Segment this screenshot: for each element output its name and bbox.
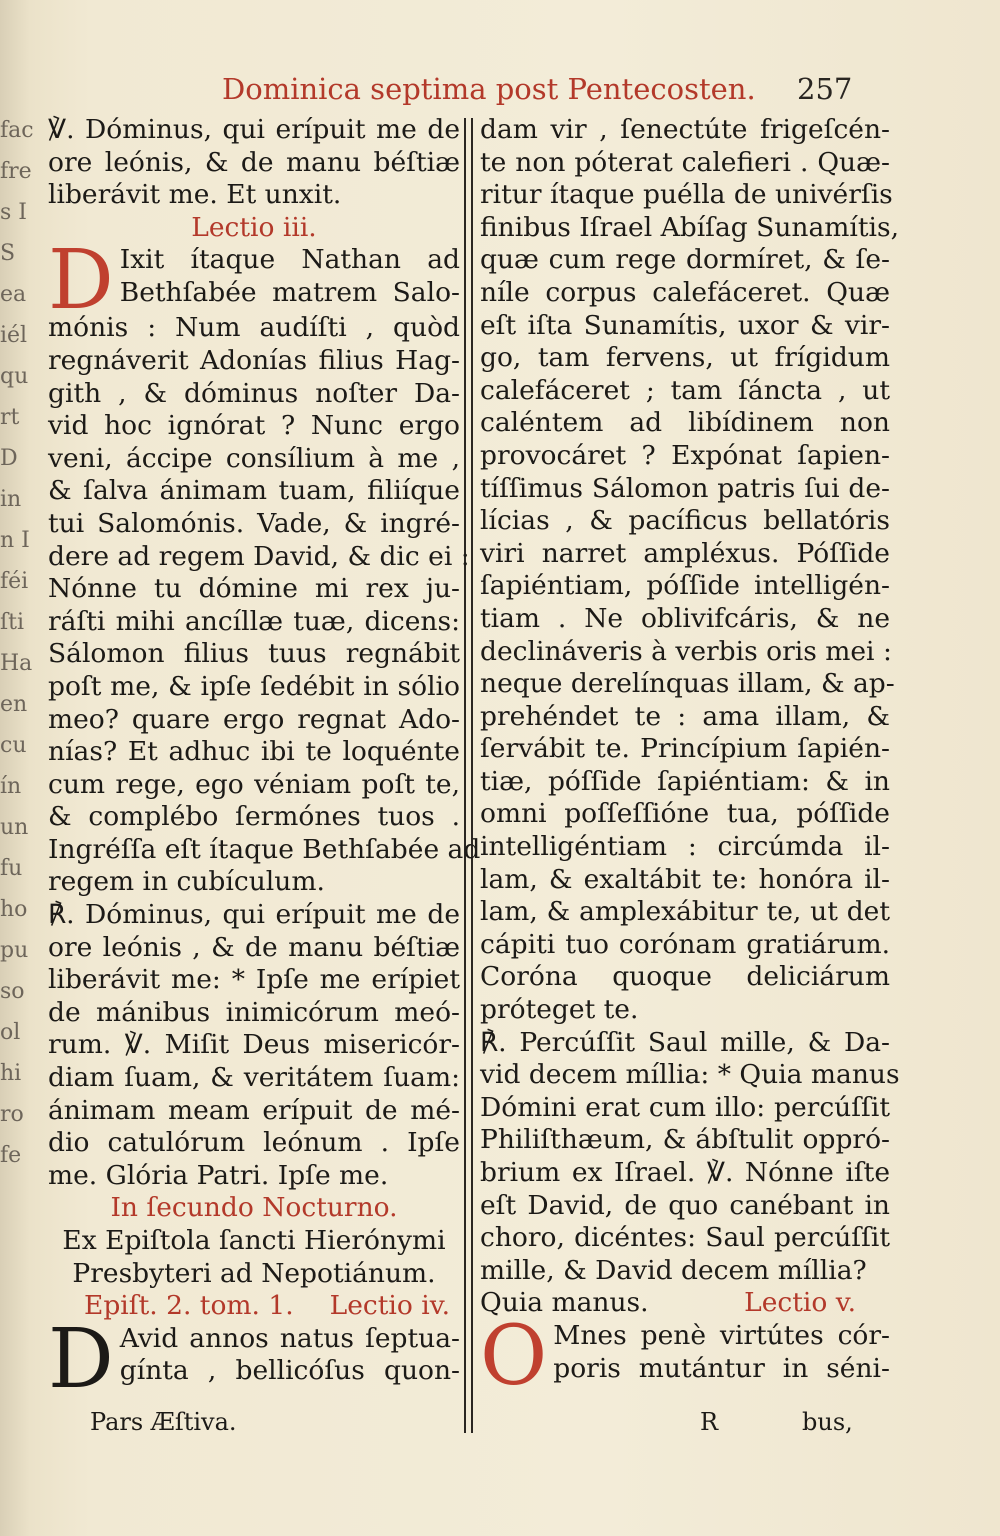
- text-line: gínta , bellicóſus quon-: [119, 1355, 460, 1387]
- text-line: lam, & exaltábit te: honóra il-: [480, 863, 890, 895]
- lectio-5-text: [480, 1308, 890, 1404]
- epistle-reference-line: [48, 1290, 460, 1323]
- text-line: dio catulórum leónum . Ipſe: [48, 1127, 460, 1159]
- gutter-fragment: ro: [0, 1102, 24, 1127]
- text-line: veni, áccipe consílium à me ,: [48, 442, 460, 474]
- text-line: declináveris à verbis oris mei :: [480, 635, 892, 667]
- text-line: ore leónis, & de manu béſtiæ: [48, 146, 460, 178]
- text-line: Dómini erat cum illo: percúſſit: [480, 1091, 890, 1123]
- text-line: me. Glória Patri. Ipſe me.: [48, 1159, 389, 1191]
- text-line: choro, dicéntes: Saul percúſſit: [480, 1222, 890, 1254]
- gutter-fragment: féi: [0, 569, 29, 594]
- text-line: poris mutántur in séni-: [553, 1352, 890, 1384]
- text-line: meo? quare ergo regnat Ado-: [48, 703, 460, 735]
- text-line: ráſti mihi ancíllæ tuæ, dicens:: [48, 605, 460, 637]
- text-line: viri narret ampléxus. Póſſide: [480, 537, 890, 569]
- text-line: tui Salomónis. Vade, & ingré-: [48, 507, 460, 539]
- gutter-fragment: D: [0, 446, 18, 471]
- signature-mark: Pars Æſtiva.: [90, 1408, 237, 1436]
- running-title: Dominica septima post Pentecosten.: [222, 72, 756, 106]
- gutter-fragment: n I: [0, 528, 30, 553]
- gutter-fragment: ho: [0, 897, 28, 922]
- text-line: intelligéntiam : circúmda il-: [480, 831, 890, 863]
- text-line: dam vir , ſenectúte frigeſcén-: [480, 114, 890, 145]
- text-line: ritur ítaque puélla de univérſis: [480, 179, 893, 211]
- catchword: bus,: [802, 1408, 853, 1436]
- gutter-fragment: pu: [0, 938, 29, 963]
- lectio-4-text: [48, 1311, 460, 1407]
- gutter-fragment: fu: [0, 856, 23, 881]
- nocturn-heading: In ſecundo Nocturno.: [110, 1192, 398, 1224]
- text-line: te non póterat calefieri . Quæ-: [480, 146, 890, 178]
- text-line: Coróna quoque deliciárum: [480, 961, 890, 993]
- text-line: Philiſthæum, & ábſtulit oppró-: [480, 1124, 890, 1156]
- text-line: ore leónis , & de manu béſtiæ: [48, 931, 460, 963]
- text-line: Ixit ítaque Nathan ad: [119, 244, 460, 276]
- gutter-fragment: Ha: [0, 651, 33, 676]
- lectio-4-heading: Lectio iv.: [329, 1290, 450, 1322]
- text-line: rum. ℣. Miſit Deus misericór-: [48, 1029, 460, 1061]
- drop-cap-d: D: [48, 233, 114, 329]
- gutter-fragment: cu: [0, 733, 27, 758]
- drop-cap-o: O: [480, 1308, 548, 1404]
- text-line: próteget te.: [480, 994, 639, 1026]
- text-line: Mnes penè virtútes cór-: [553, 1319, 890, 1351]
- text-line: caléntem ad libídinem non: [480, 407, 890, 439]
- text-line: dere ad regem David, & dic ei :: [48, 540, 470, 572]
- text-line: lícias , & pacíficus bellatóris: [480, 505, 890, 537]
- text-line: ſapiéntiam, póſſide intelligén-: [480, 570, 890, 602]
- gutter-fragment: fre: [0, 159, 32, 184]
- text-line: Ex Epiſtola ſancti Hierónymi: [62, 1225, 446, 1256]
- gutter-fragment: s I: [0, 200, 27, 225]
- facing-page-edge: [0, 110, 34, 1370]
- text-line: ℣. Dóminus, qui erípuit me de: [48, 114, 460, 145]
- gutter-fragment: ea: [0, 282, 27, 307]
- gathering-mark: R: [700, 1408, 719, 1436]
- text-line: de mánibus inimicórum meó-: [48, 996, 460, 1028]
- gutter-fragment: ol: [0, 1020, 21, 1045]
- gutter-fragment: ín: [0, 774, 22, 799]
- gutter-fragment: qu: [0, 364, 29, 389]
- text-line: lam, & amplexábitur te, ut det: [480, 896, 890, 928]
- text-line: nías? Et adhuc ibi te loquénte: [48, 736, 460, 768]
- lectio-5-heading: Lectio v.: [744, 1287, 856, 1319]
- text-line: poſt me, & ipſe ſedébit in sólio: [48, 670, 460, 702]
- text-line: calefáceret ; tam ſáncta , ut: [480, 374, 890, 406]
- gutter-fragment: un: [0, 815, 29, 840]
- text-line: ℟. Percúſſit Saul mille, & Da-: [480, 1026, 890, 1058]
- page-number: 257: [797, 72, 853, 106]
- text-line: mónis : Num audíſti , quòd: [48, 312, 460, 344]
- text-line: vid hoc ignórat ? Nunc ergo: [48, 410, 460, 442]
- quia-manus: Quia manus.: [480, 1287, 649, 1319]
- text-line: Ingréſſa eſt ítaque Bethſabée ad: [48, 833, 481, 865]
- text-line: Nónne tu dómine mi rex ju-: [48, 573, 460, 605]
- gutter-fragment: hi: [0, 1061, 22, 1086]
- text-line: Bethſabée matrem Salo-: [119, 276, 460, 308]
- text-line: gith , & dóminus noſter Da-: [48, 377, 460, 409]
- gutter-fragment: fe: [0, 1143, 22, 1168]
- gutter-fragment: ſti: [0, 610, 25, 635]
- text-line: neque derelínquas illam, & ap-: [480, 668, 895, 700]
- lectio-5-heading-line: [480, 1287, 890, 1320]
- text-line: prehéndet te : ama illam, &: [480, 700, 890, 732]
- right-column: [480, 114, 900, 1404]
- text-line: go, tam fervens, ut frígidum: [480, 342, 890, 374]
- text-line: finibus Iſrael Abíſag Sunamítis,: [480, 211, 900, 243]
- text-line: omni poſſeſſióne tua, póſſide: [480, 798, 890, 830]
- text-line: provocáret ? Expónat ſapien-: [480, 439, 890, 471]
- text-line: & ſalva ánimam tuam, filiíque: [48, 475, 460, 507]
- left-column: [48, 114, 481, 1407]
- text-line: tiæ, póſſide ſapiéntiam: & in: [480, 765, 890, 797]
- text-line: liberávit me: * Ipſe me erípiet: [48, 964, 460, 996]
- text-line: níle corpus calefáceret. Quæ: [480, 276, 890, 308]
- epistle-reference: Epiſt. 2. tom. 1.: [84, 1290, 294, 1322]
- text-line: Avid annos natus ſeptua-: [119, 1322, 460, 1354]
- text-line: tiam . Ne oblivifcáris, & ne: [480, 602, 890, 634]
- drop-cap-d-2: D: [48, 1311, 114, 1407]
- text-line: diam ſuam, & veritátem ſuam:: [48, 1062, 460, 1094]
- text-line: cum rege, ego véniam poſt te,: [48, 768, 460, 800]
- gutter-fragment: in: [0, 487, 22, 512]
- text-line: cápiti tuo corónam gratiárum.: [480, 928, 890, 960]
- text-line: ℟. Dóminus, qui erípuit me de: [48, 899, 460, 931]
- text-line: ánimam meam erípuit de mé-: [48, 1094, 460, 1126]
- running-header: [222, 72, 862, 116]
- gutter-fragment: fac: [0, 118, 34, 143]
- text-line: eſt David, de quo canébant in: [480, 1189, 890, 1221]
- text-line: brium ex Iſrael. ℣. Nónne iſte: [480, 1157, 890, 1188]
- text-line: tíſſimus Sálomon patris ſui de-: [480, 472, 890, 504]
- lectio-3-heading: Lectio iii.: [191, 211, 317, 243]
- text-line: liberávit me. Et unxit.: [48, 179, 342, 211]
- gutter-fragment: en: [0, 692, 28, 717]
- gutter-fragment: so: [0, 979, 25, 1004]
- text-line: ſervábit te. Princípium ſapién-: [480, 733, 890, 765]
- gutter-fragment: iél: [0, 323, 28, 348]
- text-line: mille, & David decem míllia?: [480, 1254, 867, 1286]
- text-line: Sálomon filius tuus regnábit: [48, 638, 460, 670]
- text-line: regnáverit Adonías filius Hag-: [48, 344, 460, 376]
- text-line: eſt iſta Sunamítis, uxor & vir-: [480, 309, 890, 341]
- gutter-fragment: rt: [0, 405, 20, 430]
- text-line: Presbyteri ad Nepotiánum.: [72, 1257, 436, 1289]
- column-divider: [464, 118, 473, 1433]
- text-line: quæ cum rege dormíret, & ſe-: [480, 244, 890, 276]
- gutter-fragment: S: [0, 241, 16, 266]
- text-line: & complébo ſermónes tuos .: [48, 801, 460, 833]
- text-line: regem in cubículum.: [48, 866, 325, 898]
- text-line: vid decem míllia: * Quia manus: [480, 1059, 900, 1091]
